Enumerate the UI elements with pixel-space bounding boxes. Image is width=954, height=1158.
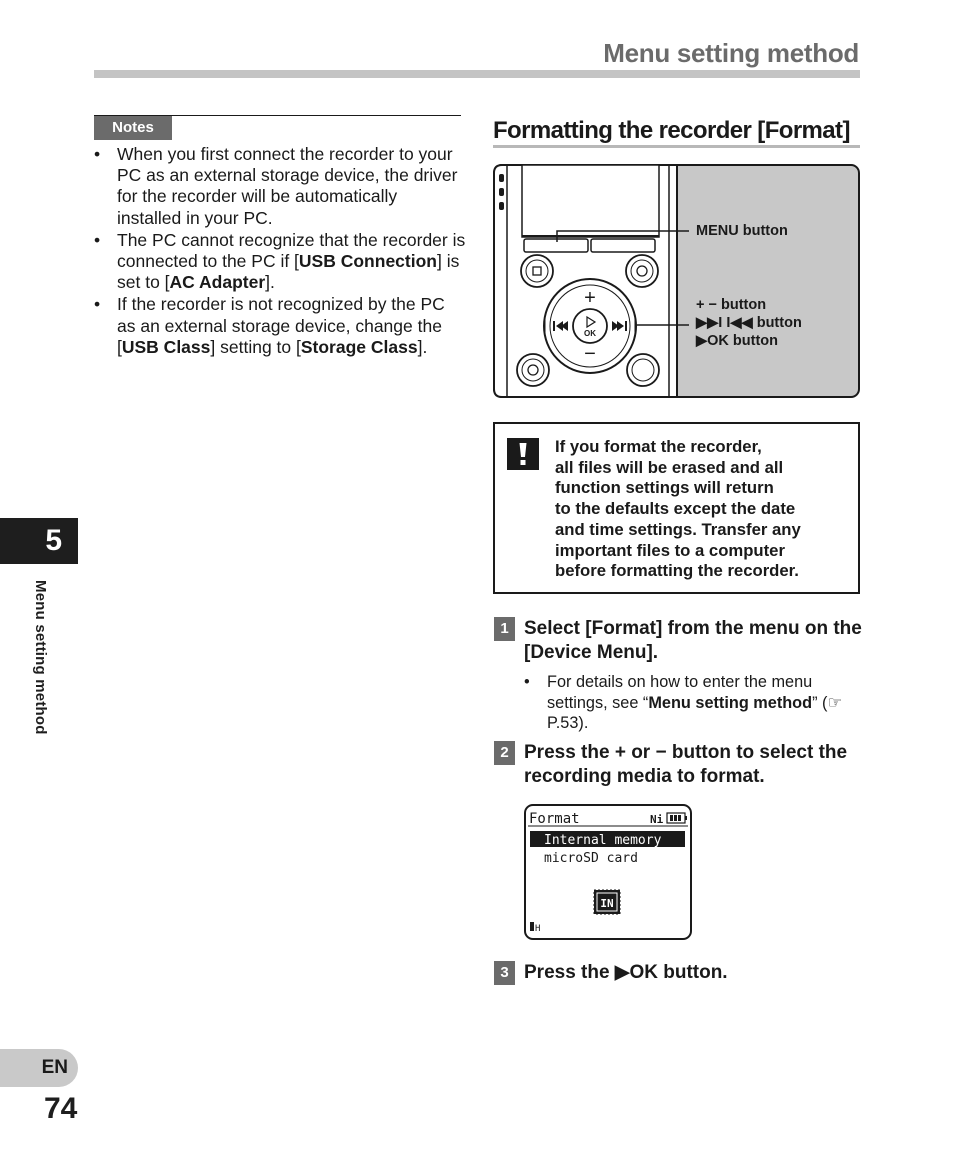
section-rule <box>493 145 860 148</box>
lcd-title: Format <box>529 811 580 827</box>
step-1-text: Select [Format] from the menu on the [Device Menu]. <box>524 618 862 663</box>
step-3-text: Press the ▶OK button. <box>524 962 728 983</box>
notes-item: • If the recorder is not recognized by the PC as an external storage device, change the [USB Class] setting to [Storage Class]. <box>94 294 466 358</box>
notes-item: • When you first connect the recorder to your PC as an external storage device, the driver for the recorder will be automatically installed in your PC. <box>94 144 466 229</box>
header-rule <box>94 70 860 78</box>
section-title: Formatting the recorder [Format] <box>493 117 850 144</box>
step-2-text: Press the + or − button to select the recording media to format. <box>524 742 848 787</box>
chapter-tab: 5 <box>0 518 78 564</box>
recorder-figure <box>493 164 860 398</box>
lcd-status: Ni <box>650 813 664 826</box>
notes-item: • The PC cannot recognize that the recorder is connected to the PC if [USB Connection] is set to [AC Adapter]. <box>94 230 466 294</box>
warning-text: If you format the recorder, all files will be erased and all function settings will return to the defaults except the date and time settings. Transfer any important files to a computer before formatting the recorder. <box>555 437 801 581</box>
lcd-media-badge: IN <box>600 897 614 910</box>
ok-callout: ▶OK button <box>696 333 779 349</box>
lcd-screen <box>524 804 692 940</box>
skip-callout: ▶▶I I◀◀ button <box>696 315 802 331</box>
step-number: 1 <box>494 617 515 641</box>
plus-minus-callout: + − button <box>696 297 767 313</box>
notes-label: Notes <box>94 116 172 140</box>
plus-key: + <box>584 287 596 309</box>
step-number: 3 <box>494 961 515 985</box>
lcd-option-selected[interactable]: Internal memory <box>544 833 662 848</box>
lcd-bottom-left: H <box>535 924 541 934</box>
step-1-note: • For details on how to enter the menu settings, see “Menu setting method” (☞ P.53). <box>524 672 869 734</box>
exclamation-icon <box>507 438 539 470</box>
menu-button-callout: MENU button <box>696 223 788 239</box>
page-header-title: Menu setting method <box>603 38 859 68</box>
step-number: 2 <box>494 741 515 765</box>
language-badge: EN <box>0 1049 78 1087</box>
lcd-option[interactable]: microSD card <box>544 851 638 866</box>
chapter-vertical-label: Menu setting method <box>32 580 49 735</box>
notes-list <box>94 144 466 359</box>
minus-key: − <box>584 343 596 365</box>
page-number: 74 <box>44 1092 78 1125</box>
recorder-illustration <box>493 164 860 398</box>
ok-key-label: OK <box>584 329 596 338</box>
